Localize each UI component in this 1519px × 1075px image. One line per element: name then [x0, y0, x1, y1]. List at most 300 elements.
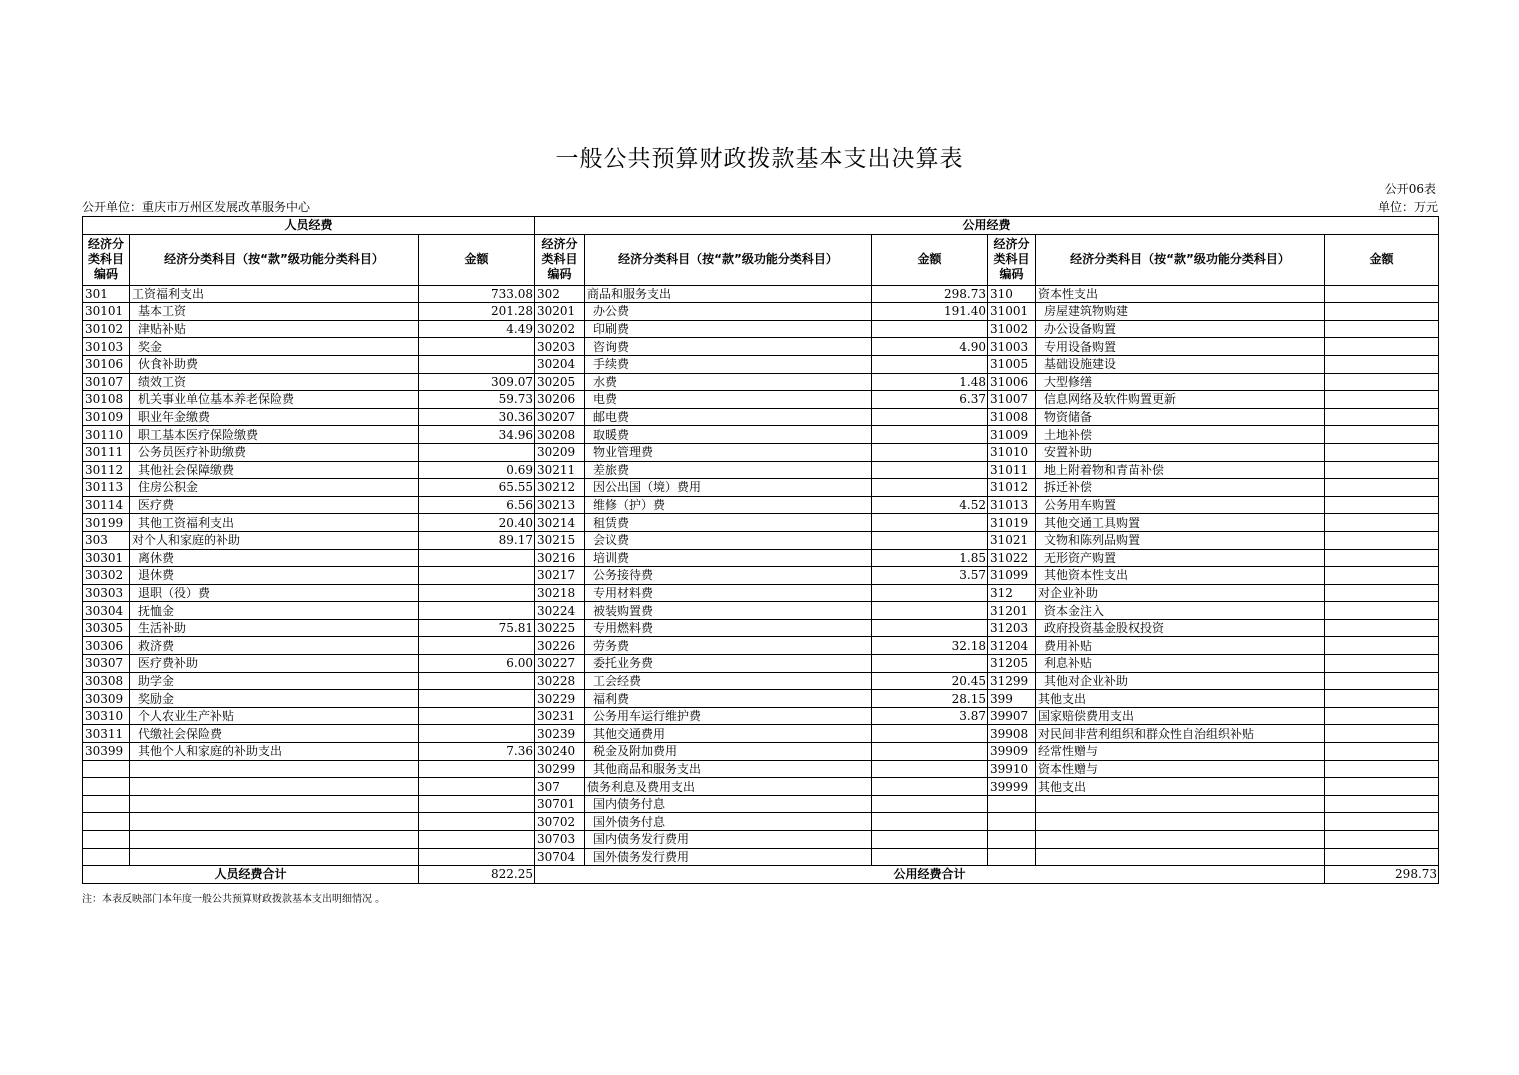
cell-amount: 6.00 [419, 655, 535, 673]
table-row [83, 373, 1439, 391]
cell-amount [1325, 549, 1439, 567]
cell-name: 伙食补助费 [130, 355, 419, 373]
table-row [83, 707, 1439, 725]
table-row [83, 355, 1439, 373]
table-row [83, 443, 1439, 461]
cell-name: 工会经费 [585, 672, 872, 690]
cell-name: 机关事业单位基本养老保险费 [130, 391, 419, 409]
cell-code: 30217 [535, 567, 585, 585]
cell-code: 31006 [988, 373, 1036, 391]
expenditure-table [82, 216, 1439, 884]
cell-code: 30225 [535, 619, 585, 637]
table-row [83, 514, 1439, 532]
cell-code: 31201 [988, 602, 1036, 620]
cell-code: 39909 [988, 743, 1036, 761]
cell-amount [1325, 338, 1439, 356]
cell-amount: 3.57 [872, 567, 988, 585]
cell-code: 39907 [988, 707, 1036, 725]
table-row [83, 461, 1439, 479]
cell-name: 经常性赠与 [1036, 743, 1325, 761]
cell-amount [419, 567, 535, 585]
cell-name: 培训费 [585, 549, 872, 567]
cell-code: 30299 [535, 760, 585, 778]
cell-code [988, 848, 1036, 866]
cell-code: 31299 [988, 672, 1036, 690]
cell-code: 302 [535, 285, 585, 303]
cell-amount [1325, 408, 1439, 426]
cell-code: 30102 [83, 320, 130, 338]
cell-code: 30701 [535, 795, 585, 813]
cell-amount [1325, 848, 1439, 866]
cell-amount: 20.40 [419, 514, 535, 532]
cell-amount [1325, 795, 1439, 813]
cell-amount [1325, 707, 1439, 725]
cell-name: 会议费 [585, 531, 872, 549]
table-row [83, 848, 1439, 866]
footnote: 注：本表反映部门本年度一般公共预算财政拨款基本支出明细情况 。 [82, 894, 386, 905]
cell-amount: 1.85 [872, 549, 988, 567]
cell-code: 312 [988, 584, 1036, 602]
cell-name: 其他交通费用 [585, 725, 872, 743]
cell-name: 办公费 [585, 303, 872, 321]
cell-code: 30201 [535, 303, 585, 321]
cell-name: 助学金 [130, 672, 419, 690]
cell-amount [872, 813, 988, 831]
cell-name: 绩效工资 [130, 373, 419, 391]
cell-code: 31002 [988, 320, 1036, 338]
cell-name: 电费 [585, 391, 872, 409]
cell-code: 30206 [535, 391, 585, 409]
cell-name [1036, 813, 1325, 831]
cell-code [83, 831, 130, 849]
cell-amount [419, 690, 535, 708]
cell-name: 对个人和家庭的补助 [130, 531, 419, 549]
cell-name: 其他交通工具购置 [1036, 514, 1325, 532]
cell-name: 医疗费补助 [130, 655, 419, 673]
table-row [83, 778, 1439, 796]
cell-amount [1325, 303, 1439, 321]
cell-name: 办公设备购置 [1036, 320, 1325, 338]
cell-amount [1325, 672, 1439, 690]
cell-code: 39908 [988, 725, 1036, 743]
cell-code: 30224 [535, 602, 585, 620]
cell-amount [1325, 602, 1439, 620]
cell-amount: 20.45 [872, 672, 988, 690]
cell-amount [872, 514, 988, 532]
cell-code: 30207 [535, 408, 585, 426]
table-number: 公开06表 [1384, 182, 1436, 196]
cell-name: 国外债务付息 [585, 813, 872, 831]
section-header-row [83, 217, 1439, 235]
cell-amount [1325, 320, 1439, 338]
cell-code: 30204 [535, 355, 585, 373]
cell-amount [872, 743, 988, 761]
cell-amount [872, 848, 988, 866]
cell-code: 31019 [988, 514, 1036, 532]
cell-name: 资本性赠与 [1036, 760, 1325, 778]
cell-code: 31005 [988, 355, 1036, 373]
cell-code: 30231 [535, 707, 585, 725]
cell-name: 物资储备 [1036, 408, 1325, 426]
cell-code: 30216 [535, 549, 585, 567]
table-row [83, 531, 1439, 549]
cell-amount: 65.55 [419, 479, 535, 497]
cell-code: 30113 [83, 479, 130, 497]
table-row [83, 672, 1439, 690]
cell-name: 印刷费 [585, 320, 872, 338]
cell-amount [1325, 690, 1439, 708]
cell-code: 30215 [535, 531, 585, 549]
cell-amount [419, 795, 535, 813]
cell-code: 307 [535, 778, 585, 796]
cell-name [130, 760, 419, 778]
cell-name: 信息网络及软件购置更新 [1036, 391, 1325, 409]
amount-header: 金额 [419, 234, 535, 285]
cell-name: 退职（役）费 [130, 584, 419, 602]
cell-amount [419, 355, 535, 373]
cell-name: 其他支出 [1036, 778, 1325, 796]
cell-amount: 6.37 [872, 391, 988, 409]
cell-amount [1325, 743, 1439, 761]
cell-amount [872, 760, 988, 778]
cell-amount [419, 778, 535, 796]
cell-code [988, 831, 1036, 849]
cell-name: 租赁费 [585, 514, 872, 532]
cell-name: 对民间非营利组织和群众性自治组织补贴 [1036, 725, 1325, 743]
cell-amount [1325, 619, 1439, 637]
cell-code: 30114 [83, 496, 130, 514]
table-row [83, 567, 1439, 585]
cell-amount [419, 813, 535, 831]
cell-amount [419, 848, 535, 866]
cell-name: 福利费 [585, 690, 872, 708]
cell-code: 31009 [988, 426, 1036, 444]
cell-code: 30106 [83, 355, 130, 373]
cell-code: 30205 [535, 373, 585, 391]
cell-amount [419, 725, 535, 743]
cell-amount: 7.36 [419, 743, 535, 761]
cell-name: 其他社会保障缴费 [130, 461, 419, 479]
cell-name: 国内债务付息 [585, 795, 872, 813]
cell-code: 30308 [83, 672, 130, 690]
cell-name: 奖励金 [130, 690, 419, 708]
table-body [83, 285, 1439, 866]
cell-amount: 6.56 [419, 496, 535, 514]
cell-code: 30228 [535, 672, 585, 690]
code-header: 经济分类科目编码 [83, 234, 130, 285]
cell-name: 安置补助 [1036, 443, 1325, 461]
cell-code: 31010 [988, 443, 1036, 461]
cell-amount: 32.18 [872, 637, 988, 655]
cell-amount [1325, 479, 1439, 497]
table-row [83, 391, 1439, 409]
cell-amount [419, 443, 535, 461]
cell-amount [1325, 655, 1439, 673]
cell-name: 其他资本性支出 [1036, 567, 1325, 585]
cell-name [130, 848, 419, 866]
table-row [83, 619, 1439, 637]
cell-code: 30703 [535, 831, 585, 849]
cell-amount [1325, 584, 1439, 602]
cell-amount [1325, 426, 1439, 444]
cell-code [83, 795, 130, 813]
cell-name: 委托业务费 [585, 655, 872, 673]
table-row [83, 743, 1439, 761]
cell-code: 30229 [535, 690, 585, 708]
cell-code: 30107 [83, 373, 130, 391]
cell-amount [872, 461, 988, 479]
code-header: 经济分类科目编码 [988, 234, 1036, 285]
reporting-unit: 公开单位：重庆市万州区发展改革服务中心 [82, 200, 311, 214]
personnel-section-header: 人员经费 [83, 217, 535, 235]
table-row [83, 831, 1439, 849]
cell-name: 退休费 [130, 567, 419, 585]
cell-name: 利息补贴 [1036, 655, 1325, 673]
table-row [83, 408, 1439, 426]
cell-code: 30226 [535, 637, 585, 655]
cell-code [83, 848, 130, 866]
cell-name: 住房公积金 [130, 479, 419, 497]
cell-amount: 28.15 [872, 690, 988, 708]
cell-code: 30303 [83, 584, 130, 602]
cell-name: 公务接待费 [585, 567, 872, 585]
cell-code: 310 [988, 285, 1036, 303]
cell-code: 30306 [83, 637, 130, 655]
cell-code: 39999 [988, 778, 1036, 796]
cell-amount [872, 408, 988, 426]
cell-code: 30702 [535, 813, 585, 831]
cell-name: 资本金注入 [1036, 602, 1325, 620]
cell-code: 30309 [83, 690, 130, 708]
cell-code: 30218 [535, 584, 585, 602]
cell-name: 公务员医疗补助缴费 [130, 443, 419, 461]
cell-code: 30109 [83, 408, 130, 426]
cell-name: 文物和陈列品购置 [1036, 531, 1325, 549]
cell-code: 30208 [535, 426, 585, 444]
cell-amount: 733.08 [419, 285, 535, 303]
amount-header: 金额 [872, 234, 988, 285]
cell-amount: 3.87 [872, 707, 988, 725]
cell-name: 代缴社会保险费 [130, 725, 419, 743]
cell-amount [419, 584, 535, 602]
cell-name: 个人农业生产补贴 [130, 707, 419, 725]
cell-amount [1325, 514, 1439, 532]
cell-amount [1325, 567, 1439, 585]
cell-code: 30214 [535, 514, 585, 532]
cell-amount: 191.40 [872, 303, 988, 321]
table-row [83, 760, 1439, 778]
cell-amount [1325, 637, 1439, 655]
cell-code: 303 [83, 531, 130, 549]
table-row [83, 725, 1439, 743]
cell-name: 商品和服务支出 [585, 285, 872, 303]
cell-amount: 30.36 [419, 408, 535, 426]
cell-name [1036, 831, 1325, 849]
cell-amount: 75.81 [419, 619, 535, 637]
cell-amount [419, 602, 535, 620]
cell-code: 31022 [988, 549, 1036, 567]
cell-code: 30305 [83, 619, 130, 637]
cell-code: 30199 [83, 514, 130, 532]
cell-name: 资本性支出 [1036, 285, 1325, 303]
cell-amount: 59.73 [419, 391, 535, 409]
cell-code: 30307 [83, 655, 130, 673]
cell-name: 专用材料费 [585, 584, 872, 602]
cell-amount [419, 338, 535, 356]
cell-code: 30310 [83, 707, 130, 725]
table-row [83, 637, 1439, 655]
cell-name: 专用设备购置 [1036, 338, 1325, 356]
table-row [83, 303, 1439, 321]
cell-code: 30304 [83, 602, 130, 620]
cell-name: 房屋建筑物购建 [1036, 303, 1325, 321]
cell-name: 国外债务发行费用 [585, 848, 872, 866]
cell-code: 301 [83, 285, 130, 303]
cell-amount [1325, 778, 1439, 796]
cell-name [130, 831, 419, 849]
cell-amount [872, 443, 988, 461]
totals-row [83, 866, 1439, 884]
cell-code: 31205 [988, 655, 1036, 673]
cell-amount: 298.73 [872, 285, 988, 303]
cell-amount [1325, 531, 1439, 549]
cell-amount [1325, 391, 1439, 409]
table-row [83, 426, 1439, 444]
cell-name: 债务利息及费用支出 [585, 778, 872, 796]
cell-amount [419, 707, 535, 725]
cell-amount [872, 320, 988, 338]
cell-name: 职工基本医疗保险缴费 [130, 426, 419, 444]
cell-name: 对企业补助 [1036, 584, 1325, 602]
cell-amount [872, 619, 988, 637]
cell-amount [872, 479, 988, 497]
cell-code: 31012 [988, 479, 1036, 497]
cell-name: 其他对企业补助 [1036, 672, 1325, 690]
cell-code [83, 760, 130, 778]
table-row [83, 338, 1439, 356]
cell-amount [1325, 355, 1439, 373]
cell-amount [872, 426, 988, 444]
public-total-value: 298.73 [1325, 866, 1439, 884]
cell-code: 31011 [988, 461, 1036, 479]
cell-amount [872, 602, 988, 620]
table-row [83, 813, 1439, 831]
cell-name: 土地补偿 [1036, 426, 1325, 444]
table-row [83, 285, 1439, 303]
cell-name: 工资福利支出 [130, 285, 419, 303]
cell-amount [872, 355, 988, 373]
cell-amount: 0.69 [419, 461, 535, 479]
cell-name: 政府投资基金股权投资 [1036, 619, 1325, 637]
cell-amount [1325, 285, 1439, 303]
table-row [83, 479, 1439, 497]
amount-header: 金额 [1325, 234, 1439, 285]
column-header-row [83, 234, 1439, 285]
cell-name: 抚恤金 [130, 602, 419, 620]
cell-name [1036, 795, 1325, 813]
cell-code: 30311 [83, 725, 130, 743]
cell-amount [1325, 831, 1439, 849]
name-header: 经济分类科目（按“款”级功能分类科目） [130, 234, 419, 285]
cell-amount [872, 531, 988, 549]
cell-name: 生活补助 [130, 619, 419, 637]
cell-name: 救济费 [130, 637, 419, 655]
cell-name: 因公出国（境）费用 [585, 479, 872, 497]
cell-name: 费用补贴 [1036, 637, 1325, 655]
cell-code: 31007 [988, 391, 1036, 409]
cell-name: 公务用车购置 [1036, 496, 1325, 514]
personnel-total-value: 822.25 [419, 866, 535, 884]
cell-code: 30302 [83, 567, 130, 585]
cell-name: 津贴补贴 [130, 320, 419, 338]
cell-name: 其他商品和服务支出 [585, 760, 872, 778]
cell-code: 30103 [83, 338, 130, 356]
cell-name: 邮电费 [585, 408, 872, 426]
cell-code: 31099 [988, 567, 1036, 585]
cell-code: 30211 [535, 461, 585, 479]
cell-amount: 4.52 [872, 496, 988, 514]
cell-name: 咨询费 [585, 338, 872, 356]
table-row [83, 320, 1439, 338]
cell-name: 无形资产购置 [1036, 549, 1325, 567]
cell-amount: 1.48 [872, 373, 988, 391]
code-header: 经济分类科目编码 [535, 234, 585, 285]
cell-code: 39910 [988, 760, 1036, 778]
table-row [83, 602, 1439, 620]
cell-name: 大型修缮 [1036, 373, 1325, 391]
cell-code: 31008 [988, 408, 1036, 426]
page-title: 一般公共预算财政拨款基本支出决算表 [555, 146, 964, 172]
cell-code: 30203 [535, 338, 585, 356]
cell-code: 31021 [988, 531, 1036, 549]
cell-amount: 4.49 [419, 320, 535, 338]
cell-amount [419, 549, 535, 567]
cell-amount [1325, 496, 1439, 514]
cell-name [1036, 848, 1325, 866]
cell-name: 维修（护）费 [585, 496, 872, 514]
cell-code [988, 813, 1036, 831]
cell-code: 30209 [535, 443, 585, 461]
cell-amount [1325, 813, 1439, 831]
cell-name: 拆迁补偿 [1036, 479, 1325, 497]
cell-amount [1325, 461, 1439, 479]
table-row [83, 795, 1439, 813]
cell-name: 医疗费 [130, 496, 419, 514]
cell-amount: 4.90 [872, 338, 988, 356]
cell-code: 30112 [83, 461, 130, 479]
cell-name [130, 778, 419, 796]
cell-name: 离休费 [130, 549, 419, 567]
cell-code: 31013 [988, 496, 1036, 514]
cell-code: 30227 [535, 655, 585, 673]
cell-code: 30108 [83, 391, 130, 409]
public-total-label: 公用经费合计 [535, 866, 1325, 884]
name-header: 经济分类科目（按“款”级功能分类科目） [585, 234, 872, 285]
cell-name: 基本工资 [130, 303, 419, 321]
cell-code: 30110 [83, 426, 130, 444]
cell-name: 差旅费 [585, 461, 872, 479]
public-section-header: 公用经费 [535, 217, 1439, 235]
cell-name: 水费 [585, 373, 872, 391]
cell-name: 物业管理费 [585, 443, 872, 461]
cell-code: 30111 [83, 443, 130, 461]
cell-code: 30240 [535, 743, 585, 761]
cell-amount [1325, 760, 1439, 778]
name-header: 经济分类科目（按“款”级功能分类科目） [1036, 234, 1325, 285]
cell-name: 被装购置费 [585, 602, 872, 620]
table-row [83, 584, 1439, 602]
cell-name [130, 813, 419, 831]
